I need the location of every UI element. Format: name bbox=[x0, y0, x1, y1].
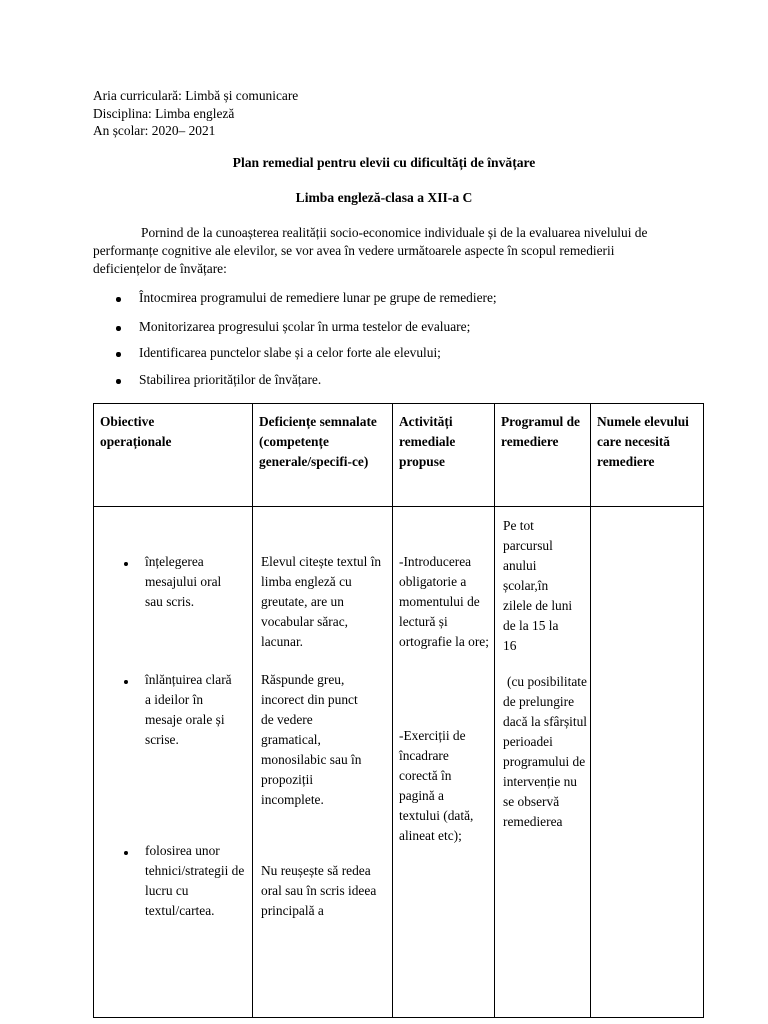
table-header-row bbox=[94, 404, 704, 507]
deficiency-item: Nu reușește să redea oral sau în scris ideea principală a bbox=[261, 863, 377, 918]
deficiency-item: Elevul citește textul în limba engleză cu greutate, are un vocabular sărac, lacunar. bbox=[261, 554, 382, 649]
student-name-cell bbox=[591, 507, 704, 1018]
objective-item: folosirea unor tehnici/strategii de lucru cu textul/cartea. bbox=[145, 843, 245, 918]
intro-paragraph: Pornind de la cunoașterea realității socio-economice individuale și de la evaluarea nivelului de performanțe cognitive ale elevilor, se vor avea în vedere următoarele aspecte în scopul remedierii deficiențelor de învățare: bbox=[93, 225, 648, 276]
objectives-cell bbox=[94, 507, 253, 1018]
activities-cell bbox=[393, 507, 495, 1018]
header-curricular-area: Aria curriculară: Limbă și comunicare bbox=[93, 88, 299, 103]
col-header-objectives: Obiective operaționale bbox=[94, 404, 253, 507]
deficiency-item: Răspunde greu, incorect din punct de vedere gramatical, monosilabic sau în propoziții incomplete. bbox=[261, 672, 362, 807]
document-subtitle: Limba engleză-clasa a XII-a C bbox=[295, 190, 473, 205]
table-row bbox=[94, 507, 704, 1018]
bullet-icon bbox=[116, 379, 121, 384]
objective-item: înlănțuirea clară a ideilor în mesaje orale și scrise. bbox=[145, 672, 232, 747]
col-header-student-name: Numele elevului care necesită remediere bbox=[591, 404, 704, 507]
bullet-icon bbox=[116, 352, 121, 357]
bullet-icon bbox=[116, 297, 121, 302]
program-schedule: Pe tot parcursul anului școlar,în zilele de luni de la 15 la 16 bbox=[503, 518, 573, 653]
activity-item: -Exerciții de încadrare corectă în pagină a textului (dată, alineat etc); bbox=[399, 728, 474, 843]
col-header-activities: Activități remediale propuse bbox=[393, 404, 495, 507]
header-school-year: An școlar: 2020– 2021 bbox=[93, 123, 216, 138]
col-header-program: Programul de remediere bbox=[495, 404, 591, 507]
bullet-icon bbox=[124, 851, 128, 855]
col-header-deficiencies: Deficiențe semnalate (competențe generale/specifi-ce) bbox=[253, 404, 393, 507]
program-cell bbox=[495, 507, 591, 1018]
bullet-icon bbox=[116, 326, 121, 331]
remedial-plan-table bbox=[93, 403, 704, 1018]
program-note: (cu posibilitate de prelungire dacă la sfârșitul perioadei programului de intervenție nu se observă remedierea bbox=[503, 674, 588, 829]
document-title: Plan remedial pentru elevii cu dificultăți de învățare bbox=[232, 155, 536, 170]
header-discipline: Disciplina: Limba engleză bbox=[93, 106, 235, 121]
bullet-icon bbox=[124, 680, 128, 684]
objective-item: înțelegerea mesajului oral sau scris. bbox=[145, 554, 222, 609]
activity-item: -Introducerea obligatorie a momentului de lectură și ortografie la ore; bbox=[399, 554, 489, 649]
bullet-icon bbox=[124, 562, 128, 566]
deficiencies-cell bbox=[253, 507, 393, 1018]
